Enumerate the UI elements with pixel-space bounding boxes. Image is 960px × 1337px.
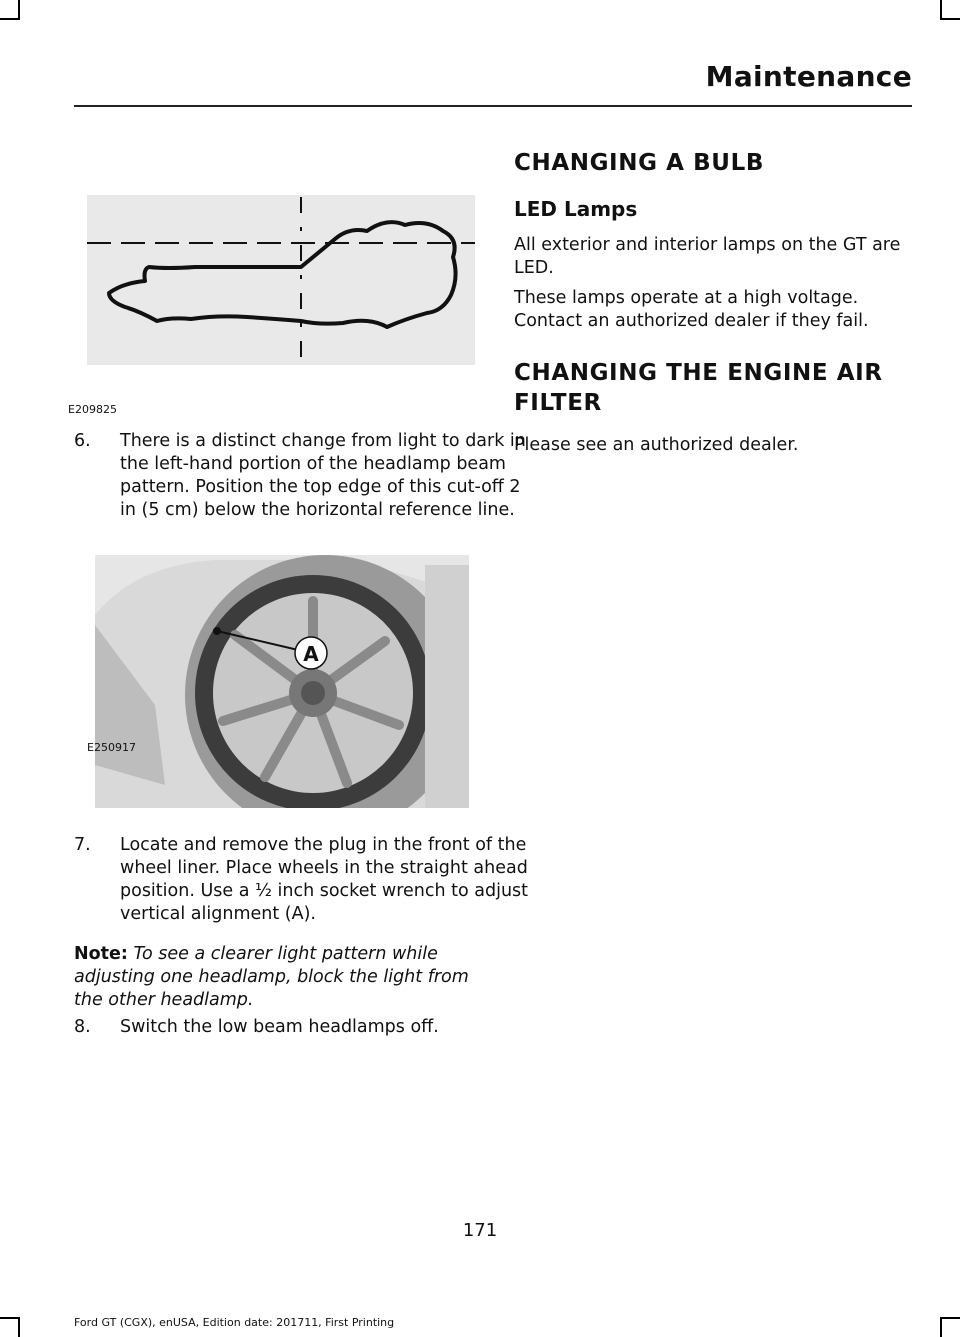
heading-engine-air-filter-line1: CHANGING THE ENGINE AIR — [514, 360, 883, 386]
page-title: Maintenance — [705, 60, 912, 93]
step-text: Locate and remove the plug in the front of the wheel liner. Place wheels in the straight ahead position. Use a ½ inch socket wrench to adjust vertical alignment (A). — [120, 835, 529, 924]
step-text: Switch the low beam headlamps off. — [120, 1017, 439, 1037]
led-paragraph-1: All exterior and interior lamps on the GT are LED. — [514, 235, 901, 278]
crop-mark — [942, 1317, 960, 1319]
crop-mark — [0, 1317, 18, 1319]
callout-a: A — [303, 642, 319, 666]
step-7 — [74, 834, 530, 926]
crop-mark — [940, 0, 942, 20]
crop-mark — [18, 1317, 20, 1337]
title-divider — [74, 105, 912, 107]
heading-changing-a-bulb: CHANGING A BULB — [514, 150, 764, 176]
edition-footer: Ford GT (CGX), enUSA, Edition date: 201711, First Printing — [74, 1316, 395, 1329]
crop-mark — [942, 18, 960, 20]
note-label: Note: — [74, 944, 128, 964]
beam-pattern-figure — [68, 195, 475, 416]
figure-code: E250917 — [87, 741, 136, 754]
wheel-figure — [87, 555, 469, 808]
crop-mark — [18, 0, 20, 20]
crop-mark — [0, 18, 18, 20]
step-number: 8. — [74, 1017, 91, 1037]
step-text: There is a distinct change from light to dark in the left-hand portion of the headlamp beam pattern. Position the top edge of this cut-off 2 in (5 cm) below the horizontal reference line. — [120, 431, 526, 520]
wheel-illustration — [95, 555, 469, 808]
step-8 — [74, 1016, 530, 1039]
figure-code: E209825 — [68, 403, 117, 416]
note — [74, 943, 484, 1012]
step-number: 7. — [74, 835, 91, 855]
page-number: 171 — [462, 1220, 498, 1241]
led-paragraph-2: These lamps operate at a high voltage. Contact an authorized dealer if they fail. — [514, 288, 869, 331]
step-number: 6. — [74, 431, 91, 451]
crop-mark — [940, 1317, 942, 1337]
beam-pattern-diagram — [87, 195, 475, 365]
step-6 — [74, 430, 530, 522]
note-text: To see a clearer light pattern while adjusting one headlamp, block the light from the other headlamp. — [74, 944, 469, 1010]
subheading-led-lamps: LED Lamps — [514, 197, 638, 221]
filter-paragraph: Please see an authorized dealer. — [514, 435, 799, 455]
heading-engine-air-filter-line2: FILTER — [514, 390, 602, 416]
